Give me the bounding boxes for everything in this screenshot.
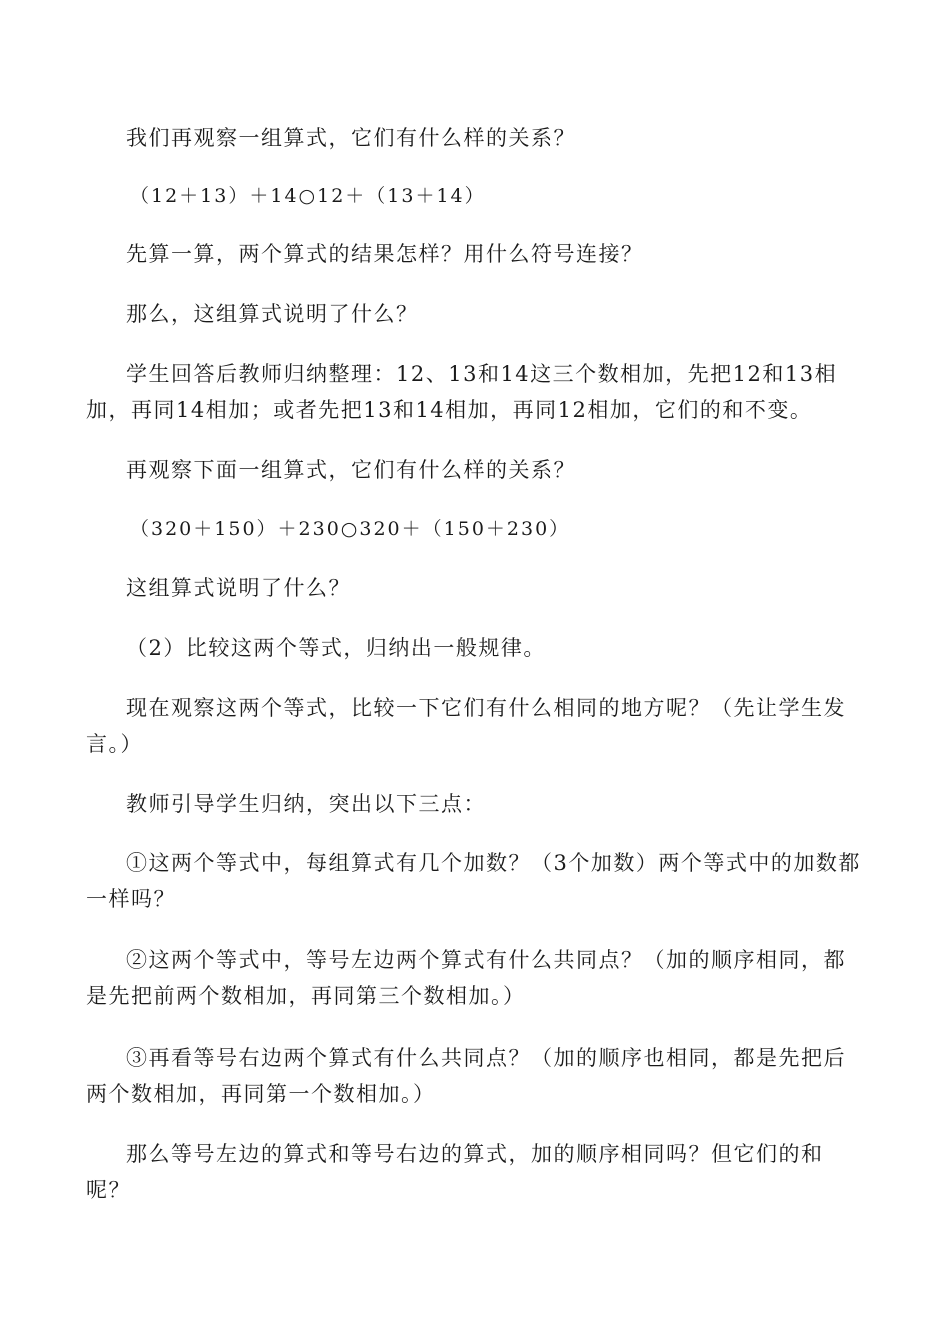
paragraph-compare-heading: （2）比较这两个等式，归纳出一般规律。 (126, 636, 546, 660)
paragraph-final-question: 那么等号左边的算式和等号右边的算式，加的顺序相同吗？但它们的和呢？ (86, 1142, 824, 1202)
formula-320-150-230: （320＋150）＋230○320＋（150＋230） (130, 518, 571, 540)
list-item-point-2: ②这两个等式中，等号左边两个算式有什么共同点？（加的顺序相同，都是先把前两个数相加，再同第三个数相加。） (86, 948, 846, 1008)
paragraph-teacher-guide: 教师引导学生归纳，突出以下三点： (126, 792, 486, 816)
paragraph-teacher-summary: 学生回答后教师归纳整理：12、13和14这三个数相加，先把12和13相加，再同14相加；或者先把13和14相加，再同12相加，它们的和不变。 (86, 362, 838, 422)
paragraph-observe-next: 再观察下面一组算式，它们有什么样的关系？ (126, 458, 576, 482)
list-item-point-3: ③再看等号右边两个算式有什么共同点？（加的顺序也相同，都是先把后两个数相加，再同第一个数相加。） (86, 1046, 846, 1106)
list-item-point-1: ①这两个等式中，每组算式有几个加数？（3个加数）两个等式中的加数都一样吗？ (86, 851, 861, 911)
formula-12-13-14: （12＋13）＋14○12＋（13＋14） (130, 185, 486, 207)
paragraph-observe-equations: 现在观察这两个等式，比较一下它们有什么相同的地方呢？（先让学生发言。） (86, 696, 846, 756)
paragraph-what-explain: 那么，这组算式说明了什么？ (126, 302, 419, 326)
paragraph-observe-group: 我们再观察一组算式，它们有什么样的关系？ (126, 126, 576, 150)
paragraph-this-group: 这组算式说明了什么？ (126, 576, 351, 600)
paragraph-calculate: 先算一算，两个算式的结果怎样？用什么符号连接？ (126, 242, 644, 266)
